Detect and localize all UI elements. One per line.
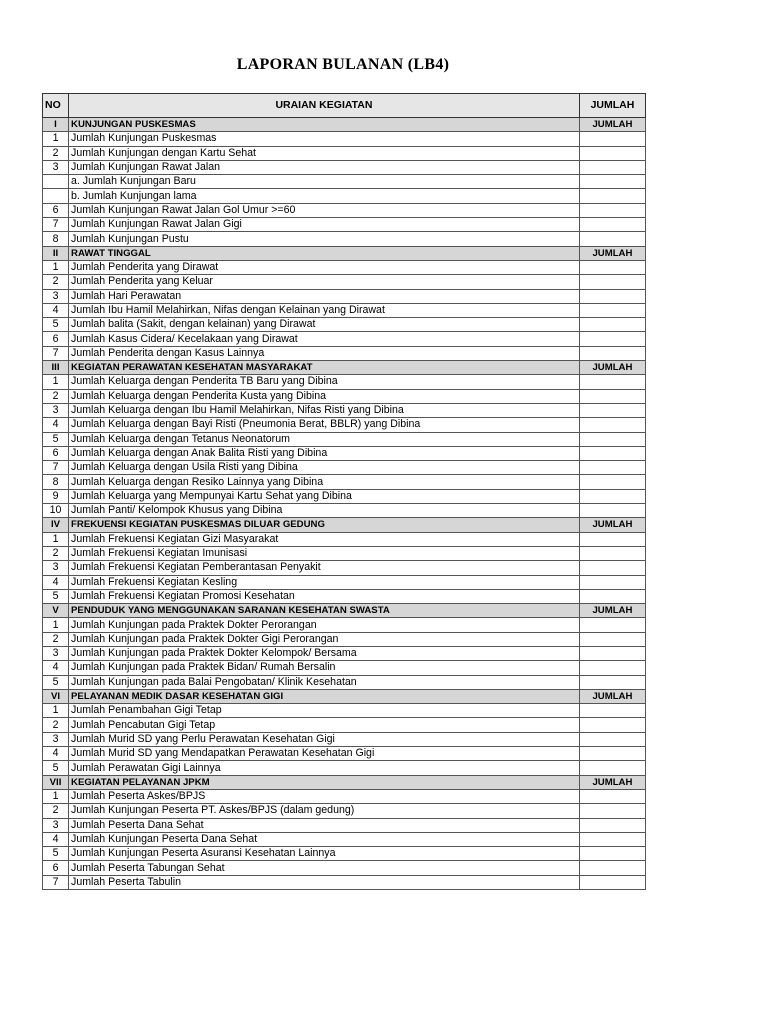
table-row (43, 561, 646, 575)
row-number: 1 (43, 132, 69, 146)
row-number: 5 (43, 847, 69, 861)
row-number: 3 (43, 160, 69, 174)
row-jumlah-cell[interactable] (579, 718, 645, 732)
section-row (43, 689, 646, 703)
section-number: III (43, 361, 69, 375)
row-jumlah-cell[interactable] (579, 589, 645, 603)
row-number: 4 (43, 418, 69, 432)
row-jumlah-cell[interactable] (579, 875, 645, 889)
table-row (43, 318, 646, 332)
row-description: Jumlah Kunjungan Peserta Asuransi Kesehatan Lainnya (69, 847, 580, 861)
row-jumlah-cell[interactable] (579, 747, 645, 761)
table-row (43, 275, 646, 289)
row-number: 4 (43, 661, 69, 675)
row-description: Jumlah Kunjungan Rawat Jalan (69, 160, 580, 174)
row-number: 3 (43, 403, 69, 417)
row-number: 9 (43, 489, 69, 503)
row-jumlah-cell[interactable] (579, 132, 645, 146)
table-row (43, 661, 646, 675)
table-row (43, 589, 646, 603)
row-description: Jumlah Kunjungan Peserta Dana Sehat (69, 832, 580, 846)
row-description: Jumlah Frekuensi Kegiatan Gizi Masyarakat (69, 532, 580, 546)
section-row (43, 775, 646, 789)
row-jumlah-cell[interactable] (579, 346, 645, 360)
table-row (43, 132, 646, 146)
row-description: Jumlah Frekuensi Kegiatan Pemberantasan Penyakit (69, 561, 580, 575)
row-description: Jumlah Kunjungan Rawat Jalan Gol Umur >=60 (69, 203, 580, 217)
row-description: Jumlah Pencabutan Gigi Tetap (69, 718, 580, 732)
row-description: Jumlah Penderita dengan Kasus Lainnya (69, 346, 580, 360)
row-number: 3 (43, 646, 69, 660)
section-title: RAWAT TINGGAL (69, 246, 580, 260)
row-description: Jumlah Peserta Dana Sehat (69, 818, 580, 832)
section-jumlah-label: JUMLAH (579, 246, 645, 260)
row-jumlah-cell[interactable] (579, 732, 645, 746)
row-description: Jumlah Frekuensi Kegiatan Promosi Kesehatan (69, 589, 580, 603)
row-description: Jumlah Peserta Tabungan Sehat (69, 861, 580, 875)
table-row (43, 218, 646, 232)
row-description: Jumlah Keluarga dengan Ibu Hamil Melahirkan, Nifas Risti yang Dibina (69, 403, 580, 417)
row-description: Jumlah balita (Sakit, dengan kelainan) yang Dirawat (69, 318, 580, 332)
row-number (43, 175, 69, 189)
row-number: 3 (43, 561, 69, 575)
row-jumlah-cell[interactable] (579, 661, 645, 675)
table-row (43, 832, 646, 846)
table-row (43, 346, 646, 360)
section-title: KEGIATAN PERAWATAN KESEHATAN MASYARAKAT (69, 361, 580, 375)
row-jumlah-cell[interactable] (579, 289, 645, 303)
row-description: Jumlah Kunjungan Peserta PT. Askes/BPJS (dalam gedung) (69, 804, 580, 818)
row-jumlah-cell[interactable] (579, 389, 645, 403)
table-row (43, 375, 646, 389)
section-number: VII (43, 775, 69, 789)
row-number: 6 (43, 332, 69, 346)
row-description: Jumlah Murid SD yang Perlu Perawatan Kesehatan Gigi (69, 732, 580, 746)
row-number: 5 (43, 761, 69, 775)
row-jumlah-cell[interactable] (579, 804, 645, 818)
section-jumlah-label: JUMLAH (579, 689, 645, 703)
row-description: Jumlah Murid SD yang Mendapatkan Perawatan Kesehatan Gigi (69, 747, 580, 761)
row-jumlah-cell[interactable] (579, 418, 645, 432)
row-jumlah-cell[interactable] (579, 575, 645, 589)
table-row (43, 175, 646, 189)
row-number: 5 (43, 589, 69, 603)
row-jumlah-cell[interactable] (579, 832, 645, 846)
row-description: Jumlah Frekuensi Kegiatan Kesling (69, 575, 580, 589)
table-row (43, 704, 646, 718)
section-number: V (43, 604, 69, 618)
row-number: 2 (43, 546, 69, 560)
row-number: 5 (43, 675, 69, 689)
row-description: Jumlah Keluarga dengan Resiko Lainnya yang Dibina (69, 475, 580, 489)
row-number: 4 (43, 747, 69, 761)
row-number (43, 189, 69, 203)
row-description: Jumlah Keluarga dengan Bayi Risti (Pneumonia Berat, BBLR) yang Dibina (69, 418, 580, 432)
section-row (43, 361, 646, 375)
row-description: Jumlah Kunjungan pada Praktek Dokter Perorangan (69, 618, 580, 632)
row-number: 7 (43, 461, 69, 475)
table-row (43, 289, 646, 303)
row-jumlah-cell[interactable] (579, 704, 645, 718)
table-row (43, 747, 646, 761)
section-row (43, 118, 646, 132)
section-title: FREKUENSI KEGIATAN PUSKESMAS DILUAR GEDUNG (69, 518, 580, 532)
row-description: Jumlah Keluarga dengan Penderita TB Baru yang Dibina (69, 375, 580, 389)
table-row (43, 232, 646, 246)
table-row (43, 646, 646, 660)
row-number: 8 (43, 232, 69, 246)
row-description: Jumlah Keluarga yang Mempunyai Kartu Sehat yang Dibina (69, 489, 580, 503)
table-row (43, 504, 646, 518)
row-jumlah-cell[interactable] (579, 504, 645, 518)
section-row (43, 518, 646, 532)
section-number: I (43, 118, 69, 132)
row-jumlah-cell[interactable] (579, 375, 645, 389)
row-number: 5 (43, 318, 69, 332)
section-jumlah-label: JUMLAH (579, 361, 645, 375)
table-row (43, 818, 646, 832)
row-jumlah-cell[interactable] (579, 818, 645, 832)
row-jumlah-cell[interactable] (579, 332, 645, 346)
row-description: Jumlah Frekuensi Kegiatan Imunisasi (69, 546, 580, 560)
section-number: II (43, 246, 69, 260)
row-jumlah-cell[interactable] (579, 403, 645, 417)
row-number: 6 (43, 861, 69, 875)
row-jumlah-cell[interactable] (579, 475, 645, 489)
table-row (43, 789, 646, 803)
row-number: 2 (43, 718, 69, 732)
row-description: Jumlah Kunjungan Puskesmas (69, 132, 580, 146)
row-description: Jumlah Keluarga dengan Tetanus Neonatorum (69, 432, 580, 446)
row-jumlah-cell[interactable] (579, 318, 645, 332)
row-jumlah-cell[interactable] (579, 218, 645, 232)
table-row (43, 489, 646, 503)
section-jumlah-label: JUMLAH (579, 518, 645, 532)
row-description: Jumlah Penderita yang Dirawat (69, 260, 580, 274)
table-row (43, 332, 646, 346)
row-description: Jumlah Peserta Tabulin (69, 875, 580, 889)
row-number: 4 (43, 575, 69, 589)
row-number: 7 (43, 875, 69, 889)
row-jumlah-cell[interactable] (579, 175, 645, 189)
table-row (43, 303, 646, 317)
row-jumlah-cell[interactable] (579, 861, 645, 875)
row-description: Jumlah Penderita yang Keluar (69, 275, 580, 289)
section-jumlah-label: JUMLAH (579, 118, 645, 132)
table-row (43, 461, 646, 475)
row-number: 8 (43, 475, 69, 489)
table-header-row (43, 94, 646, 118)
row-number: 1 (43, 789, 69, 803)
section-number: VI (43, 689, 69, 703)
section-jumlah-label: JUMLAH (579, 604, 645, 618)
table-row (43, 160, 646, 174)
row-jumlah-cell[interactable] (579, 847, 645, 861)
section-number: IV (43, 518, 69, 532)
row-number: 2 (43, 804, 69, 818)
row-description: Jumlah Kunjungan Rawat Jalan Gigi (69, 218, 580, 232)
section-title: PELAYANAN MEDIK DASAR KESEHATAN GIGI (69, 689, 580, 703)
row-jumlah-cell[interactable] (579, 461, 645, 475)
row-number: 7 (43, 218, 69, 232)
table-row (43, 847, 646, 861)
table-row (43, 804, 646, 818)
table-row (43, 861, 646, 875)
row-jumlah-cell[interactable] (579, 446, 645, 460)
section-title: KEGIATAN PELAYANAN JPKM (69, 775, 580, 789)
row-number: 3 (43, 818, 69, 832)
section-title: PENDUDUK YANG MENGGUNAKAN SARANAN KESEHATAN SWASTA (69, 604, 580, 618)
row-jumlah-cell[interactable] (579, 160, 645, 174)
table-row (43, 618, 646, 632)
row-jumlah-cell[interactable] (579, 432, 645, 446)
row-description: a. Jumlah Kunjungan Baru (69, 175, 580, 189)
row-jumlah-cell[interactable] (579, 618, 645, 632)
row-description: Jumlah Kunjungan pada Balai Pengobatan/ Klinik Kesehatan (69, 675, 580, 689)
report-table (42, 93, 646, 890)
table-row (43, 532, 646, 546)
row-description: Jumlah Perawatan Gigi Lainnya (69, 761, 580, 775)
row-number: 2 (43, 389, 69, 403)
header-uraian: URAIAN KEGIATAN (69, 94, 580, 118)
row-number: 1 (43, 375, 69, 389)
row-number: 5 (43, 432, 69, 446)
table-body (43, 118, 646, 890)
row-jumlah-cell[interactable] (579, 189, 645, 203)
table-row (43, 432, 646, 446)
header-jumlah: JUMLAH (579, 94, 645, 118)
section-jumlah-label: JUMLAH (579, 775, 645, 789)
row-jumlah-cell[interactable] (579, 632, 645, 646)
table-row (43, 475, 646, 489)
table-row (43, 446, 646, 460)
row-description: Jumlah Kunjungan pada Praktek Bidan/ Rumah Bersalin (69, 661, 580, 675)
row-jumlah-cell[interactable] (579, 203, 645, 217)
table-row (43, 632, 646, 646)
row-number: 3 (43, 289, 69, 303)
section-title: KUNJUNGAN PUSKESMAS (69, 118, 580, 132)
row-jumlah-cell[interactable] (579, 489, 645, 503)
row-jumlah-cell[interactable] (579, 275, 645, 289)
section-row (43, 604, 646, 618)
table-row (43, 403, 646, 417)
table-row (43, 761, 646, 775)
row-number: 4 (43, 832, 69, 846)
row-jumlah-cell[interactable] (579, 260, 645, 274)
row-description: Jumlah Kunjungan Pustu (69, 232, 580, 246)
table-row (43, 732, 646, 746)
row-jumlah-cell[interactable] (579, 546, 645, 560)
row-number: 7 (43, 346, 69, 360)
row-number: 2 (43, 146, 69, 160)
row-description: Jumlah Keluarga dengan Anak Balita Risti yang Dibina (69, 446, 580, 460)
row-description: b. Jumlah Kunjungan lama (69, 189, 580, 203)
row-number: 1 (43, 704, 69, 718)
row-jumlah-cell[interactable] (579, 761, 645, 775)
row-description: Jumlah Kunjungan pada Praktek Dokter Kelompok/ Bersama (69, 646, 580, 660)
table-row (43, 546, 646, 560)
row-number: 2 (43, 632, 69, 646)
row-number: 2 (43, 275, 69, 289)
table-row (43, 875, 646, 889)
row-number: 10 (43, 504, 69, 518)
row-description: Jumlah Ibu Hamil Melahirkan, Nifas dengan Kelainan yang Dirawat (69, 303, 580, 317)
table-row (43, 575, 646, 589)
row-description: Jumlah Kunjungan dengan Kartu Sehat (69, 146, 580, 160)
row-description: Jumlah Hari Perawatan (69, 289, 580, 303)
table-row (43, 203, 646, 217)
row-number: 4 (43, 303, 69, 317)
row-number: 6 (43, 203, 69, 217)
row-jumlah-cell[interactable] (579, 303, 645, 317)
section-row (43, 246, 646, 260)
row-jumlah-cell[interactable] (579, 561, 645, 575)
row-description: Jumlah Penambahan Gigi Tetap (69, 704, 580, 718)
table-row (43, 675, 646, 689)
row-description: Jumlah Kasus Cidera/ Kecelakaan yang Dirawat (69, 332, 580, 346)
row-jumlah-cell[interactable] (579, 789, 645, 803)
row-jumlah-cell[interactable] (579, 646, 645, 660)
table-row (43, 389, 646, 403)
row-number: 1 (43, 260, 69, 274)
row-description: Jumlah Kunjungan pada Praktek Dokter Gigi Perorangan (69, 632, 580, 646)
row-number: 6 (43, 446, 69, 460)
table-row (43, 189, 646, 203)
row-jumlah-cell[interactable] (579, 532, 645, 546)
row-number: 3 (43, 732, 69, 746)
row-description: Jumlah Peserta Askes/BPJS (69, 789, 580, 803)
row-number: 1 (43, 532, 69, 546)
table-row (43, 260, 646, 274)
row-jumlah-cell[interactable] (579, 146, 645, 160)
row-number: 1 (43, 618, 69, 632)
table-row (43, 146, 646, 160)
row-jumlah-cell[interactable] (579, 675, 645, 689)
row-description: Jumlah Panti/ Kelompok Khusus yang Dibina (69, 504, 580, 518)
header-no: NO (43, 94, 69, 118)
table-row (43, 718, 646, 732)
row-description: Jumlah Keluarga dengan Penderita Kusta yang Dibina (69, 389, 580, 403)
row-jumlah-cell[interactable] (579, 232, 645, 246)
table-row (43, 418, 646, 432)
report-title: LAPORAN BULANAN (LB4) (236, 56, 450, 73)
row-description: Jumlah Keluarga dengan Usila Risti yang Dibina (69, 461, 580, 475)
